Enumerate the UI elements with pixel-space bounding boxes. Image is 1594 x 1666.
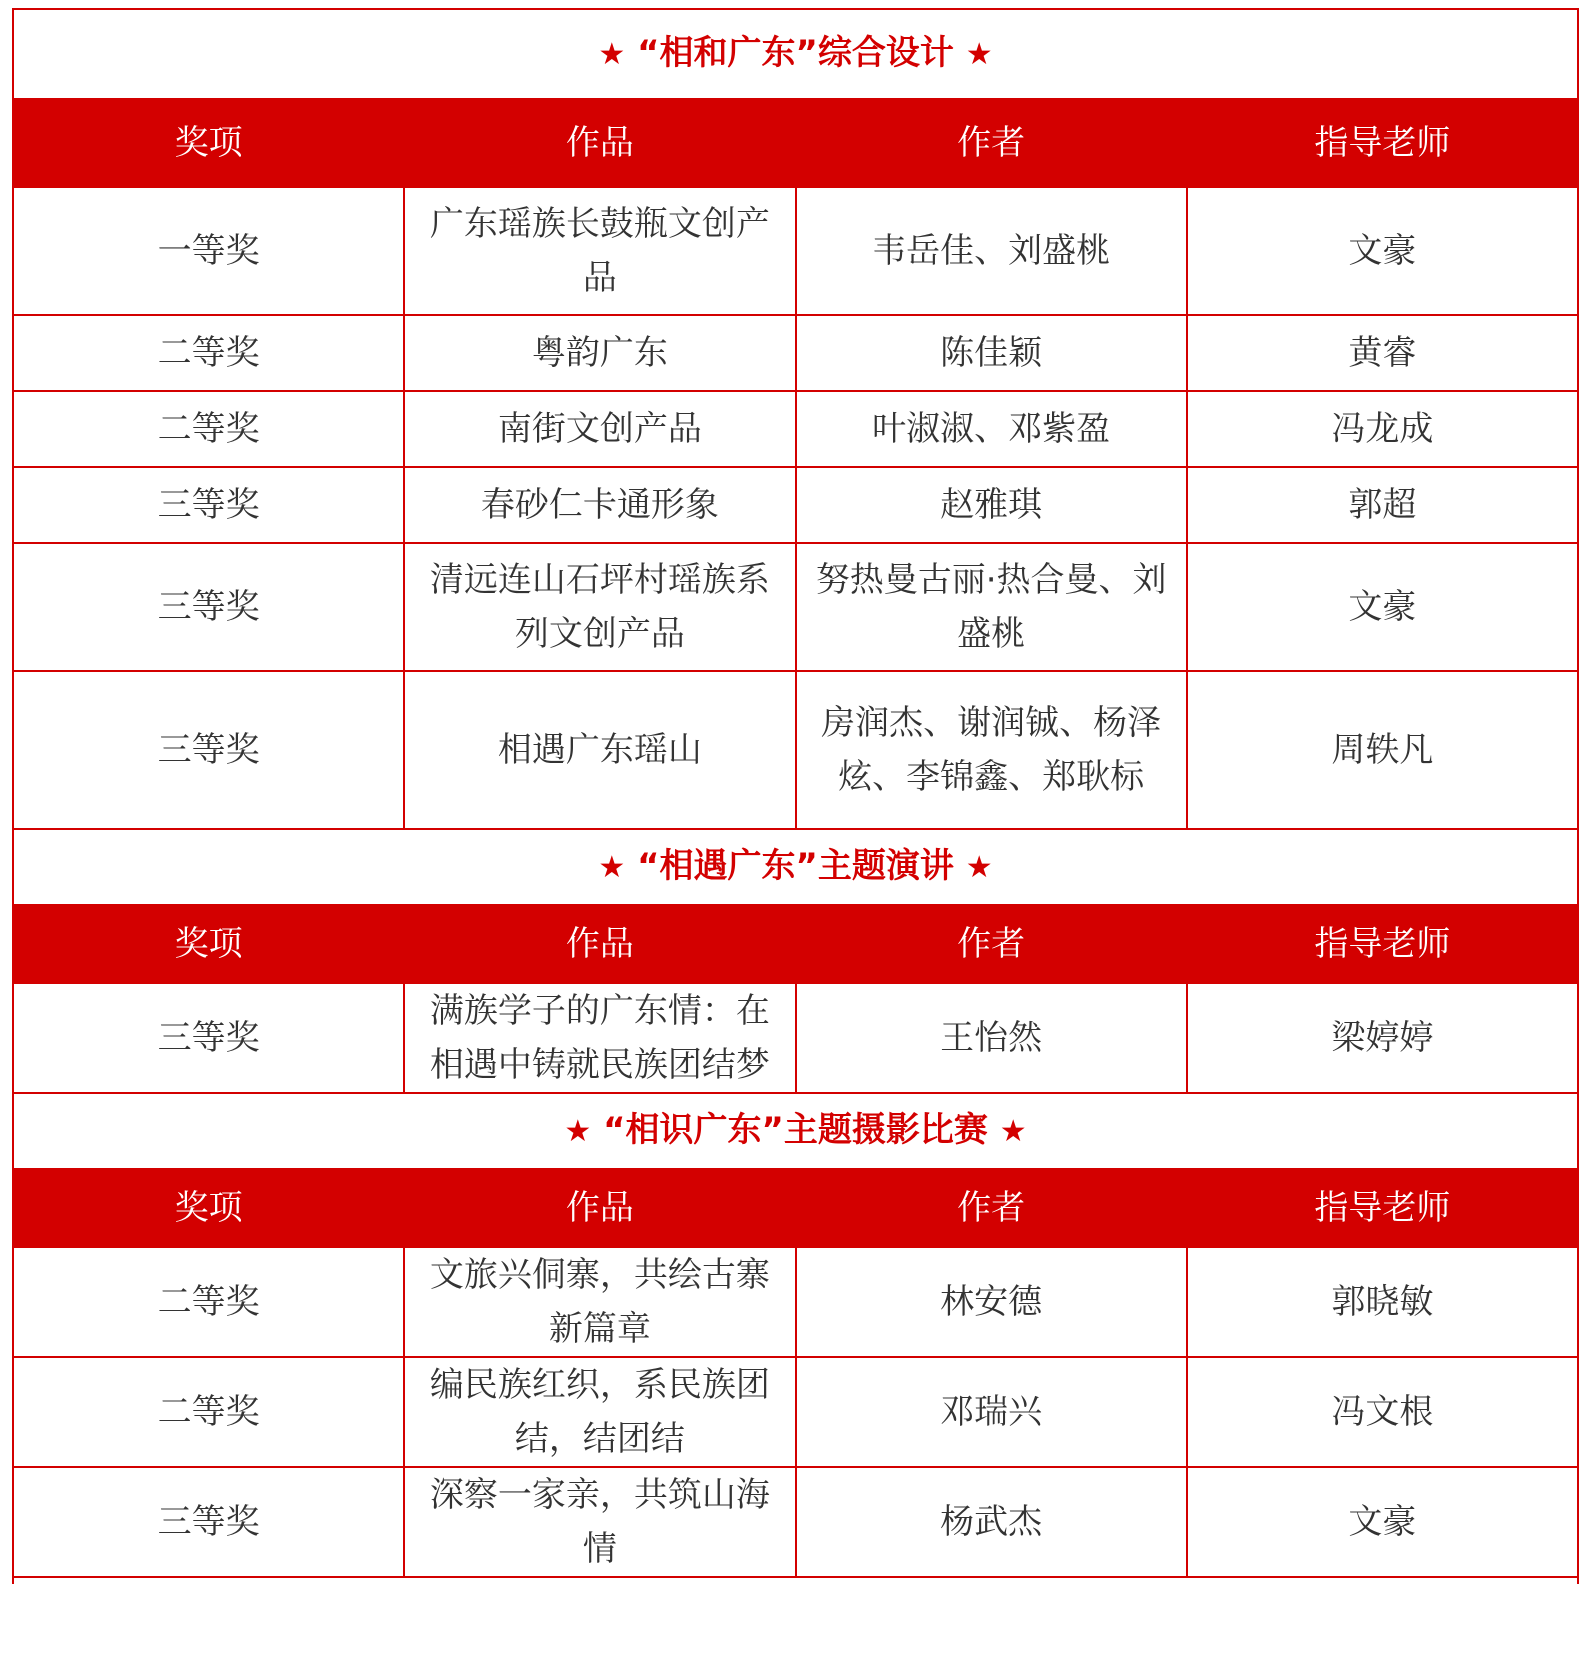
author-cell: 努热曼古丽·热合曼、刘盛桃 [796, 543, 1187, 671]
advisor-cell: 文豪 [1187, 1467, 1578, 1577]
award-cell: 二等奖 [13, 1357, 404, 1467]
work-cell: 深察一家亲，共筑山海情 [404, 1467, 795, 1577]
award-cell: 二等奖 [13, 391, 404, 467]
column-header-author: 作者 [796, 1169, 1187, 1247]
section-title-row [13, 1093, 1578, 1169]
author-cell: 王怡然 [796, 983, 1187, 1093]
section-title [13, 1093, 1578, 1169]
work-cell: 文旅兴侗寨，共绘古寨新篇章 [404, 1247, 795, 1357]
column-header-work: 作品 [404, 905, 795, 983]
award-cell: 二等奖 [13, 1247, 404, 1357]
author-cell: 赵雅琪 [796, 467, 1187, 543]
work-cell: 广东瑶族长鼓瓶文创产品 [404, 187, 795, 315]
column-header-award: 奖项 [13, 1169, 404, 1247]
table-row [13, 467, 1578, 543]
star-icon: ★ [965, 37, 993, 72]
award-cell: 二等奖 [13, 315, 404, 391]
award-cell: 三等奖 [13, 983, 404, 1093]
awards-table-body [13, 9, 1578, 1584]
column-header-advisor: 指导老师 [1187, 1169, 1578, 1247]
advisor-cell: 文豪 [1187, 187, 1578, 315]
table-header-row [13, 99, 1578, 187]
work-cell: 清远连山石坪村瑶族系列文创产品 [404, 543, 795, 671]
work-cell: 粤韵广东 [404, 315, 795, 391]
column-header-award: 奖项 [13, 905, 404, 983]
star-icon: ★ [598, 37, 626, 72]
award-cell: 三等奖 [13, 543, 404, 671]
award-cell: 三等奖 [13, 671, 404, 829]
table-row [13, 1357, 1578, 1467]
column-header-work: 作品 [404, 99, 795, 187]
author-cell: 杨武杰 [796, 1467, 1187, 1577]
advisor-cell: 黄睿 [1187, 315, 1578, 391]
work-cell: 编民族红织，系民族团结，结团结 [404, 1357, 795, 1467]
author-cell: 房润杰、谢润铖、杨泽炫、李锦鑫、郑耿标 [796, 671, 1187, 829]
section-title-text: “相遇广东”主题演讲 [637, 846, 954, 886]
advisor-cell: 文豪 [1187, 543, 1578, 671]
work-cell: 春砂仁卡通形象 [404, 467, 795, 543]
awards-table [12, 8, 1579, 1584]
author-cell: 陈佳颖 [796, 315, 1187, 391]
table-row [13, 391, 1578, 467]
column-header-author: 作者 [796, 99, 1187, 187]
work-cell: 南街文创产品 [404, 391, 795, 467]
section-title-row [13, 9, 1578, 99]
awards-list [12, 8, 1579, 1584]
author-cell: 叶淑淑、邓紫盈 [796, 391, 1187, 467]
award-cell: 一等奖 [13, 187, 404, 315]
column-header-award: 奖项 [13, 99, 404, 187]
table-row [13, 1247, 1578, 1357]
award-cell: 三等奖 [13, 1467, 404, 1577]
column-header-advisor: 指导老师 [1187, 905, 1578, 983]
section-title-text: “相识广东”主题摄影比赛 [603, 1110, 988, 1150]
advisor-cell: 冯文根 [1187, 1357, 1578, 1467]
advisor-cell: 郭晓敏 [1187, 1247, 1578, 1357]
advisor-cell: 郭超 [1187, 467, 1578, 543]
work-cell: 相遇广东瑶山 [404, 671, 795, 829]
section-title-row [13, 829, 1578, 905]
author-cell: 邓瑞兴 [796, 1357, 1187, 1467]
advisor-cell: 梁婷婷 [1187, 983, 1578, 1093]
column-header-work: 作品 [404, 1169, 795, 1247]
column-header-author: 作者 [796, 905, 1187, 983]
star-icon: ★ [999, 1114, 1027, 1149]
table-end-line [13, 1577, 1578, 1584]
star-icon: ★ [564, 1114, 592, 1149]
author-cell: 林安德 [796, 1247, 1187, 1357]
table-row [13, 1467, 1578, 1577]
award-cell: 三等奖 [13, 467, 404, 543]
star-icon: ★ [598, 850, 626, 885]
work-cell: 满族学子的广东情：在相遇中铸就民族团结梦 [404, 983, 795, 1093]
section-title [13, 9, 1578, 99]
table-header-row [13, 1169, 1578, 1247]
table-row [13, 543, 1578, 671]
section-title-text: “相和广东”综合设计 [637, 33, 954, 73]
table-end [13, 1577, 1578, 1584]
table-row [13, 187, 1578, 315]
advisor-cell: 周轶凡 [1187, 671, 1578, 829]
advisor-cell: 冯龙成 [1187, 391, 1578, 467]
author-cell: 韦岳佳、刘盛桃 [796, 187, 1187, 315]
table-row [13, 315, 1578, 391]
table-row [13, 671, 1578, 829]
section-title [13, 829, 1578, 905]
star-icon: ★ [965, 850, 993, 885]
table-row [13, 983, 1578, 1093]
column-header-advisor: 指导老师 [1187, 99, 1578, 187]
table-header-row [13, 905, 1578, 983]
